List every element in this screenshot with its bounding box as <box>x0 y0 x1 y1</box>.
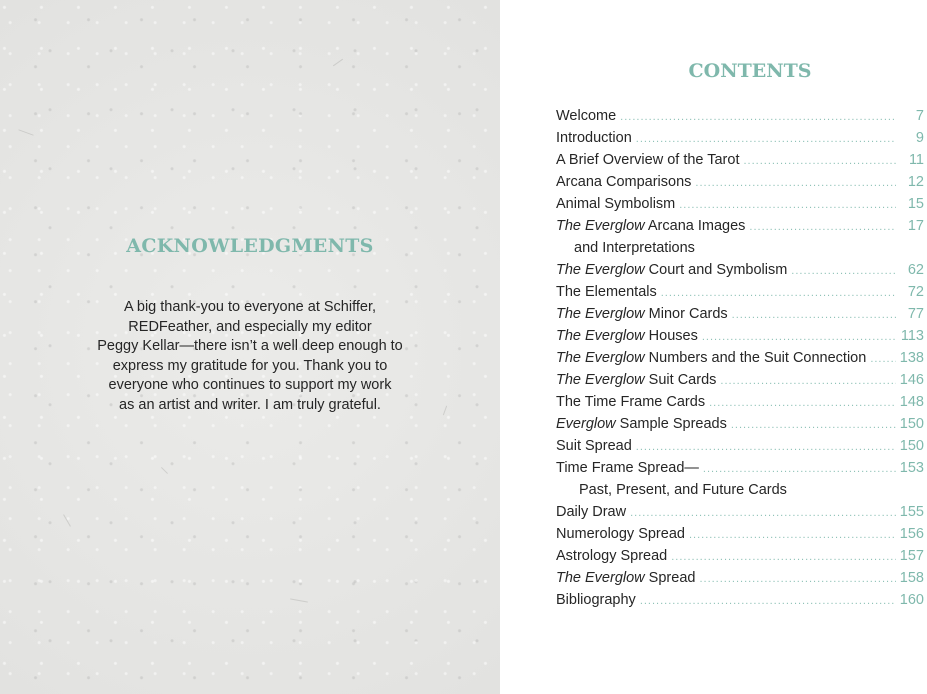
toc-page-number: 11 <box>908 152 924 168</box>
toc-page-number: 9 <box>915 130 924 146</box>
toc-entry-title <box>556 592 636 608</box>
toc-entry[interactable] <box>556 284 924 306</box>
toc-leader-dots <box>720 375 895 387</box>
toc-entry[interactable] <box>556 592 924 614</box>
toc-page-number: 138 <box>899 350 924 366</box>
toc-entry-title-text: Numerology Spread <box>556 526 685 542</box>
toc-leader-dots <box>695 177 896 189</box>
toc-entry-title <box>556 372 716 388</box>
toc-entry[interactable] <box>556 350 924 372</box>
toc-entry-title-text: Houses <box>644 328 698 344</box>
toc-page-number: 146 <box>899 372 924 388</box>
toc-page-number: 155 <box>899 504 924 520</box>
toc-entry[interactable] <box>556 526 924 548</box>
toc-entry-title-text: The Elementals <box>556 284 657 300</box>
toc-entry-continuation: Past, Present, and Future Cards <box>579 482 787 498</box>
toc-entry-title-text: Court and Symbolism <box>644 262 788 278</box>
toc-entry[interactable] <box>556 372 924 394</box>
toc-entry[interactable] <box>556 570 924 592</box>
toc-entry-title <box>556 130 632 146</box>
toc-entry-title <box>556 262 787 278</box>
acknowledgments-line: as an artist and writer. I am truly grateful. <box>119 396 381 413</box>
toc-entry-title-text: Animal Symbolism <box>556 196 676 212</box>
toc-page-number: 15 <box>907 196 924 212</box>
paper-fiber <box>333 59 343 67</box>
toc-leader-dots <box>661 287 896 299</box>
toc-entry-title <box>556 394 705 410</box>
paper-fiber <box>290 598 308 602</box>
toc-entry[interactable] <box>556 438 924 460</box>
toc-entry[interactable] <box>556 328 924 350</box>
toc-entry-title <box>556 152 739 168</box>
toc-entry-title-text: Time Frame Spread— <box>556 460 699 476</box>
toc-page-number: 12 <box>907 174 924 190</box>
toc-leader-dots <box>699 573 895 585</box>
toc-entry-title-text: Welcome <box>556 108 617 124</box>
toc-entry-title-text: Introduction <box>556 130 632 146</box>
toc-entry[interactable] <box>556 108 924 130</box>
toc-page-number: 7 <box>915 108 924 124</box>
toc-entry-title-text: The Time Frame Cards <box>556 394 706 410</box>
toc-entry-title-italic: The Everglow <box>556 262 645 278</box>
toc-page-number: 113 <box>900 328 924 344</box>
toc-entry-title-text: Bibliography <box>556 592 636 608</box>
toc-page-number: 72 <box>907 284 924 300</box>
toc-entry[interactable] <box>556 196 924 218</box>
toc-leader-dots <box>732 309 896 321</box>
toc-entry[interactable] <box>556 504 924 526</box>
toc-leader-dots <box>749 221 896 233</box>
paper-fiber <box>161 467 168 474</box>
toc-leader-dots <box>636 133 896 145</box>
toc-entry-title-text: Arcana Images <box>644 218 746 234</box>
toc-entry-title-italic: The Everglow <box>556 306 645 322</box>
toc-entry-title <box>556 196 675 212</box>
toc-leader-dots <box>671 551 896 563</box>
toc-entry-title-text: Suit Spread <box>556 438 632 454</box>
toc-page-number: 157 <box>899 548 924 564</box>
toc-entry-title-text: Arcana Comparisons <box>556 174 692 190</box>
toc-page-number: 17 <box>907 218 924 234</box>
toc-entry-title-italic: The Everglow <box>556 328 645 344</box>
paper-fiber <box>443 406 447 416</box>
toc-leader-dots <box>702 331 896 343</box>
toc-entry[interactable] <box>556 548 924 570</box>
toc-entry-title-text: A Brief Overview of the Tarot <box>556 152 740 168</box>
toc-entry-title-italic: The Everglow <box>556 372 645 388</box>
toc-entry-title-text: Suit Cards <box>644 372 717 388</box>
toc-page-number: 153 <box>899 460 924 476</box>
toc-leader-dots <box>791 265 896 277</box>
toc-page-number: 158 <box>899 570 924 586</box>
toc-entry[interactable] <box>556 218 924 240</box>
toc-leader-dots <box>689 529 896 541</box>
toc-entry-title-text: Spread <box>644 570 696 586</box>
toc-entry[interactable] <box>556 152 924 174</box>
toc-entry-title <box>556 526 685 542</box>
toc-entry-title <box>556 504 626 520</box>
toc-leader-dots <box>703 463 896 475</box>
toc-entry-title-italic: The Everglow <box>556 350 645 366</box>
toc-entry-continuation: and Interpretations <box>574 240 695 256</box>
acknowledgments-text <box>80 298 420 415</box>
toc-entry-title <box>556 416 727 432</box>
toc-entry-title <box>556 284 657 300</box>
toc-entry[interactable] <box>556 262 924 284</box>
toc-entry-title-text: Minor Cards <box>644 306 728 322</box>
toc-entry-title <box>556 174 691 190</box>
toc-entry-title-italic: Everglow <box>556 416 616 432</box>
contents-title: CONTENTS <box>688 60 812 82</box>
toc-leader-dots <box>636 441 896 453</box>
toc-entry-title <box>556 328 698 344</box>
toc-entry-title-text: Numbers and the Suit Connection <box>644 350 867 366</box>
toc-entry-title <box>556 218 745 234</box>
toc-entry-title <box>556 350 866 366</box>
paper-fiber <box>63 514 71 527</box>
toc-leader-dots <box>620 111 896 123</box>
toc-entry-title <box>556 306 728 322</box>
toc-entry[interactable] <box>556 174 924 196</box>
toc-page-number: 160 <box>899 592 924 608</box>
toc-entry-title <box>556 108 616 124</box>
toc-leader-dots <box>731 419 896 431</box>
toc-leader-dots <box>679 199 896 211</box>
toc-entry[interactable] <box>556 416 924 438</box>
toc-entry[interactable] <box>556 306 924 328</box>
toc-entry[interactable] <box>556 460 924 482</box>
toc-entry-title <box>556 460 699 476</box>
toc-entry[interactable] <box>556 394 924 416</box>
acknowledgments-line: everyone who continues to support my work <box>108 377 392 393</box>
acknowledgments-line: A big thank-you to everyone at Schiffer, <box>123 299 377 315</box>
toc-entry-title-text: Sample Spreads <box>615 416 727 432</box>
acknowledgments-line: express my gratitude for you. Thank you to <box>112 357 388 374</box>
toc-leader-dots <box>743 155 896 167</box>
toc-page-number: 62 <box>907 262 924 278</box>
toc-entry-title-text: Daily Draw <box>556 504 627 520</box>
toc-leader-dots <box>640 595 896 607</box>
toc-entry-title <box>556 438 632 454</box>
acknowledgments-line: Peggy Kellar—there isn’t a well deep enough to <box>97 338 403 354</box>
toc-page-number: 150 <box>899 438 924 454</box>
toc-entry-title-italic: The Everglow <box>556 570 645 586</box>
acknowledgments-line: REDFeather, and especially my editor <box>128 318 372 335</box>
toc-entry-title-text: Astrology Spread <box>556 548 668 564</box>
toc-page-number: 148 <box>899 394 924 410</box>
toc-leader-dots <box>709 397 896 409</box>
toc-leader-dots <box>630 507 896 519</box>
paper-fiber <box>18 129 33 135</box>
toc-entry-title-italic: The Everglow <box>556 218 645 234</box>
acknowledgments-title: ACKNOWLEDGMENTS <box>126 235 374 257</box>
toc-page-number: 156 <box>899 526 924 542</box>
toc-page-number: 150 <box>899 416 924 432</box>
toc-page-number: 77 <box>907 306 924 322</box>
toc-entry-title <box>556 548 667 564</box>
toc-entry[interactable] <box>556 130 924 152</box>
toc-entry-title <box>556 570 695 586</box>
toc-leader-dots <box>870 353 895 365</box>
